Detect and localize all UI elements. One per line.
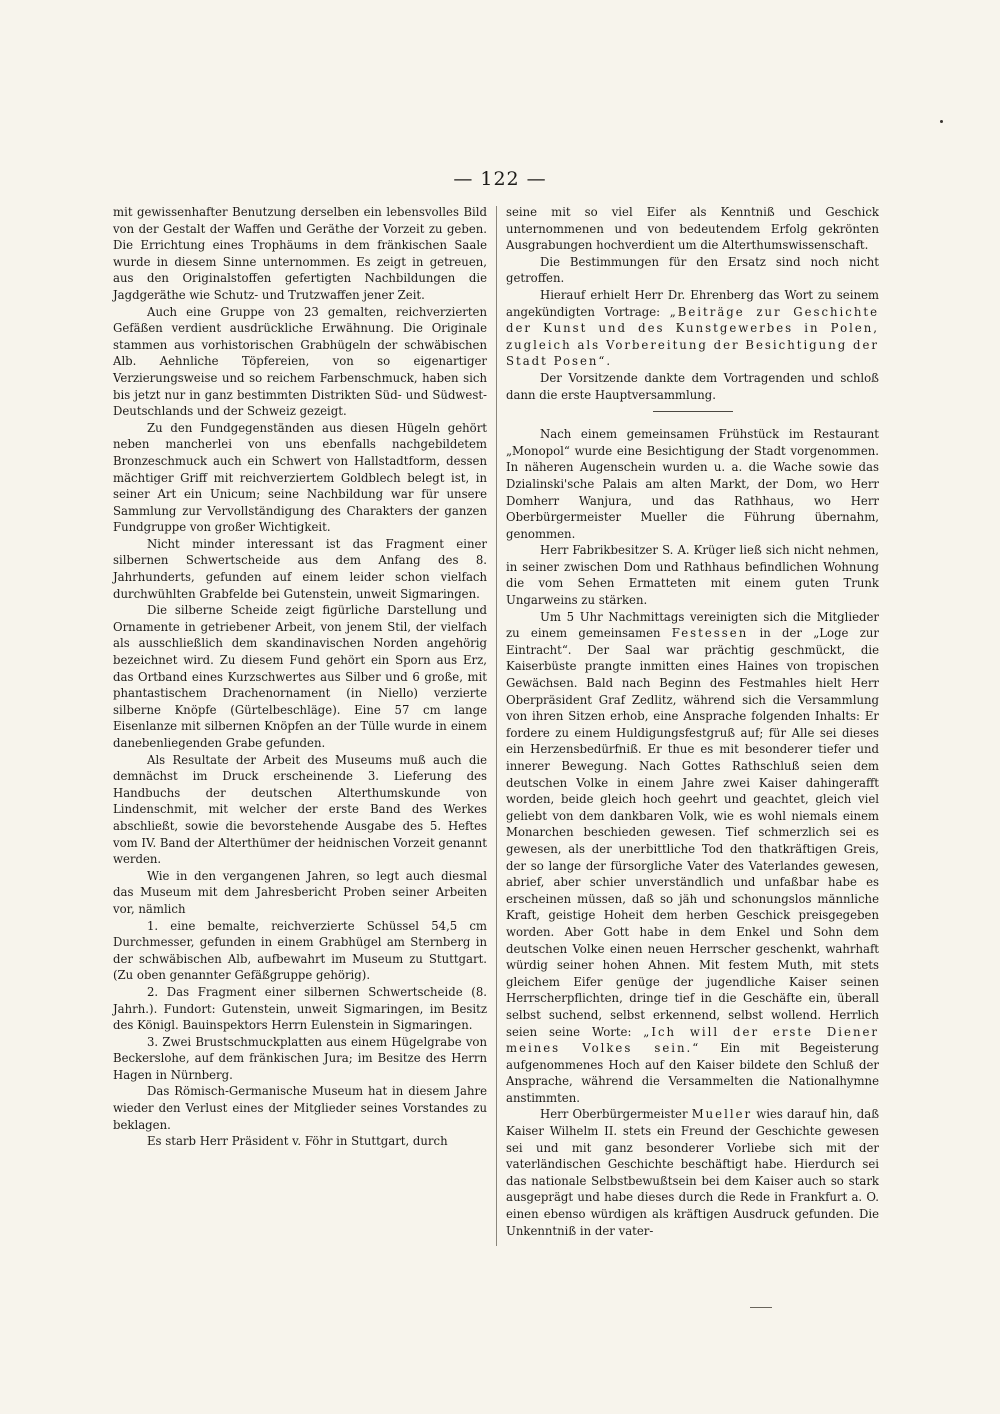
paragraph: Nicht minder interessant ist das Fragment einer silbernen Schwertscheide aus dem Anfang des 8. Jahrhunderts, gefunden auf einem leider schon vielfach durchwühlten Grabfelde bei Gutenstein, unweit Sigmaringen. [113,536,487,601]
ink-speck [940,120,943,123]
list-item: 1. eine bemalte, reichverzierte Schüssel 54,5 cm Durchmesser, gefunden in einem Grabhügel am Sternberg in der schwäbischen Alb, aufbewahrt im Museum zu Stuttgart. (Zu oben genannter Gefäßgruppe gehörig). [113,918,487,983]
paragraph: Nach einem gemeinsamen Frühstück im Restaurant „Monopol“ wurde eine Besichtigung der Stadt vorgenommen. In näheren Augenschein wurden u. a. die Wache sowie das Dzialinski'sche Palais am alten Markt, der Dom, wo Herr Domherr Wanjura, und das Rathhaus, wo Herr Oberbürgermeister Mueller die Führung übernahm, genommen. [506,427,879,541]
list-item: 3. Zwei Brustschmuckplatten aus einem Hügelgrabe von Beckerslohe, auf dem fränkischen Jura; im Besitze des Herrn Hagen in Nürnberg. [113,1034,487,1082]
page-number: — 122 — [453,168,547,190]
paragraph: Die Bestimmungen für den Ersatz sind noch nicht getroffen. [506,254,879,286]
paragraph-text: wies darauf hin, daß Kaiser Wilhelm II. stets ein Freund der Geschichte gewesen sei und mit ganz besonderer Vorliebe sich mit der vaterländischen Geschichte beschäftigt habe. Hierdurch sei das nationale Selbstbewußtsein bei dem Kaiser auch so stark ausgeprägt und habe dieses durch die Rede in Frankfurt a. O. einen ebenso würdigen als kräftigen Ausdruck gefunden. Die Unkenntniß in der vater- [506,1107,879,1238]
emperor-quote: „Ich will der erste Diener meines Volkes sein.“ [506,1024,879,1056]
paragraph [506,609,879,1107]
paragraph: Herr Fabrikbesitzer S. A. Krüger ließ sich nicht nehmen, in seiner zwischen Dom und Rathhaus befindlichen Wohnung die vom Sehen Ermatteten mit einem guten Trunk Ungarweins zu stärken. [506,543,879,608]
paragraph: Wie in den vergangenen Jahren, so legt auch diesmal das Museum mit dem Jahresbericht Proben seiner Arbeiten vor, nämlich [113,868,487,916]
paragraph: Es starb Herr Präsident v. Föhr in Stuttgart, durch [147,1134,448,1149]
section-divider [653,411,733,412]
paragraph: Zu den Fundgegenständen aus diesen Hügeln gehört neben mancherlei von uns ebenfalls nachgebildetem Bronzeschmuck auch ein Schwert von Hallstadtform, dessen mächtiger Griff mit reichverziertem Goldblech belegt ist, in seiner Art ein Unicum; seine Nachbildung war für unsere Sammlung zur Vervollständigung des Charakters der ganzen Fundgruppe von großer Wichtigkeit. [113,420,487,535]
lecture-title: „Beiträge zur Geschichte der Kunst und des Kunstgewerbes in Polen, zugleich als Vorbereitung der Besichtigung der Stadt Posen“. [506,304,879,369]
paragraph: Auch eine Gruppe von 23 gemalten, reichverzierten Gefäßen verdient ausdrückliche Erwähnung. Die Originale stammen aus vorhistorischen Grabhügeln der schwäbischen Alb. Aehnliche Töpfereien, von so eigenartiger Verzierungsweise und so reichem Farbenschmuck, haben sich bis jetzt nur in ganz bestimmten Distrikten Süd- und Südwest-Deutschlands und der Schweiz gezeigt. [113,304,487,419]
paragraph-text: in der „Loge zur Eintracht“. Der Saal war prächtig geschmückt, die Kaiserbüste prangte inmitten eines Haines von tropischen Gewächsen. Bald nach Beginn des Festmahles hielt Herr Oberpräsident Graf Zedlitz, während sich die Versammlung von ihren Sitzen erhob, eine Ansprache folgenden Inhalts: Er fordere zu einem Huldigungsfestgruß auf; für Alle sei dieses ein Herzensbedürfniß. Er thue es mit besonderer tiefer und innerer Bewegung. Nach Gottes Rathschluß seien dem deutschen Volke in einem Jahre zwei Kaiser dahingerafft worden, beide gleich hoch geehrt und geachtet, gleich viel geliebt von dem dankbaren Volk, wie es wohl niemals einem Monarchen beschieden gewesen. Tief schmerzlich sei es gewesen, als der unerbittliche Tod den thatkräftigen Greis, der so lange der fürsorgliche Vater des Vaterlandes gewesen, abrief, aber schier unverständlich und unfaßbar habe es erscheinen müssen, daß so jäh und schonungslos männliche Kraft, geistige Hoheit dem herben Geschick preisgegeben worden. Aber Gott habe in dem Enkel und Sohn dem deutschen Volke einen neuen Herrscher geschenkt, wahrhaft würdig seiner hohen Ahnen. Mit festem Muth, mit stets gleichem Eifer genüge der jugendliche Kaiser seinen Herrscherpflichten, dringe tief in die Geschäfte ein, überall selbst suchend, selbst erkennend, selbst wollend. Herrlich seien seine Worte: [506,626,879,1039]
paragraph [506,287,879,370]
emphasis-text: Mueller [691,1107,753,1122]
column-divider [496,206,497,1246]
paragraph-text: Ein mit Begeisterung aufgenommenes Hoch auf den Kaiser bildete den Schluß der Ansprache, während die Versammelten die Nationalhymne anstimmten. [506,1041,879,1105]
paragraph: Als Resultate der Arbeit des Museums muß auch die demnächst im Druck erscheinende 3. Lieferung des Handbuchs der deutschen Alterthumskunde von Lindenschmit, mit welcher der erste Band des Werkes abschließt, sowie die bevorstehende Ausgabe des 5. Heftes vom IV. Band der Alterthümer der heidnischen Vorzeit genannt werden. [113,752,488,867]
paragraph [506,1106,879,1239]
list-item: 2. Das Fragment einer silbernen Schwertscheide (8. Jahrh.). Fundort: Gutenstein, unweit Sigmaringen, im Besitz des Königl. Bauinspektors Herrn Eulenstein in Sigmaringen. [113,984,487,1033]
left-column [113,204,487,1150]
signature-mark [750,1307,772,1308]
paragraph-text: Herr Oberbürgermeister [540,1107,692,1122]
paragraph: Die silberne Scheide zeigt figürliche Darstellung und Ornamente in getriebener Arbeit, von jenem Stil, der vielfach als ausschließlich dem skandinavischen Norden angehörig bezeichnet wird. Zu diesem Fund gehört ein Sporn aus Erz, das Ortband eines Kurzschwertes aus Silber und 6 große, mit phantastischem Drachenornament (in Niello) verzierte silberne Knöpfe (Gürtelbeschläge). Eine 57 cm lange Eisenlanze mit silbernen Knöpfen an der Tülle wurde in einem danebenliegenden Grabe gefunden. [113,603,487,750]
paragraph-text: Um 5 Uhr Nachmittags vereinigten sich die Mitglieder zu einem gemeinsamen [506,609,879,641]
paragraph: Der Vorsitzende dankte dem Vortragenden und schloß dann die erste Hauptversammlung. [506,370,879,402]
emphasis-text: Festessen [671,626,749,641]
paragraph: Das Römisch-Germanische Museum hat in diesem Jahre wieder den Verlust eines der Mitglieder seines Vorstandes zu beklagen. [113,1084,487,1132]
paragraph-text: Hierauf erhielt Herr Dr. Ehrenberg das Wort zu seinem angekündigten Vortrage: [506,287,879,319]
right-column [506,204,879,1239]
paragraph: seine mit so viel Eifer als Kenntniß und Geschick unternommenen und von bedeutendem Erfolg gekrönten Ausgrabungen hochverdient um die Alterthumswissenschaft. [506,205,879,253]
paragraph: mit gewissenhafter Benutzung derselben ein lebensvolles Bild von der Gestalt der Waffen und Geräthe der Vorzeit zu geben. Die Errichtung eines Trophäums in dem fränkischen Saale wurde in diesem Sinne unternommen. Es zeigt in getreuen, aus den Originalstoffen gefertigten Nachbildungen die Jagdgeräthe wie Schutz- und Trutzwaffen jener Zeit. [113,205,487,302]
